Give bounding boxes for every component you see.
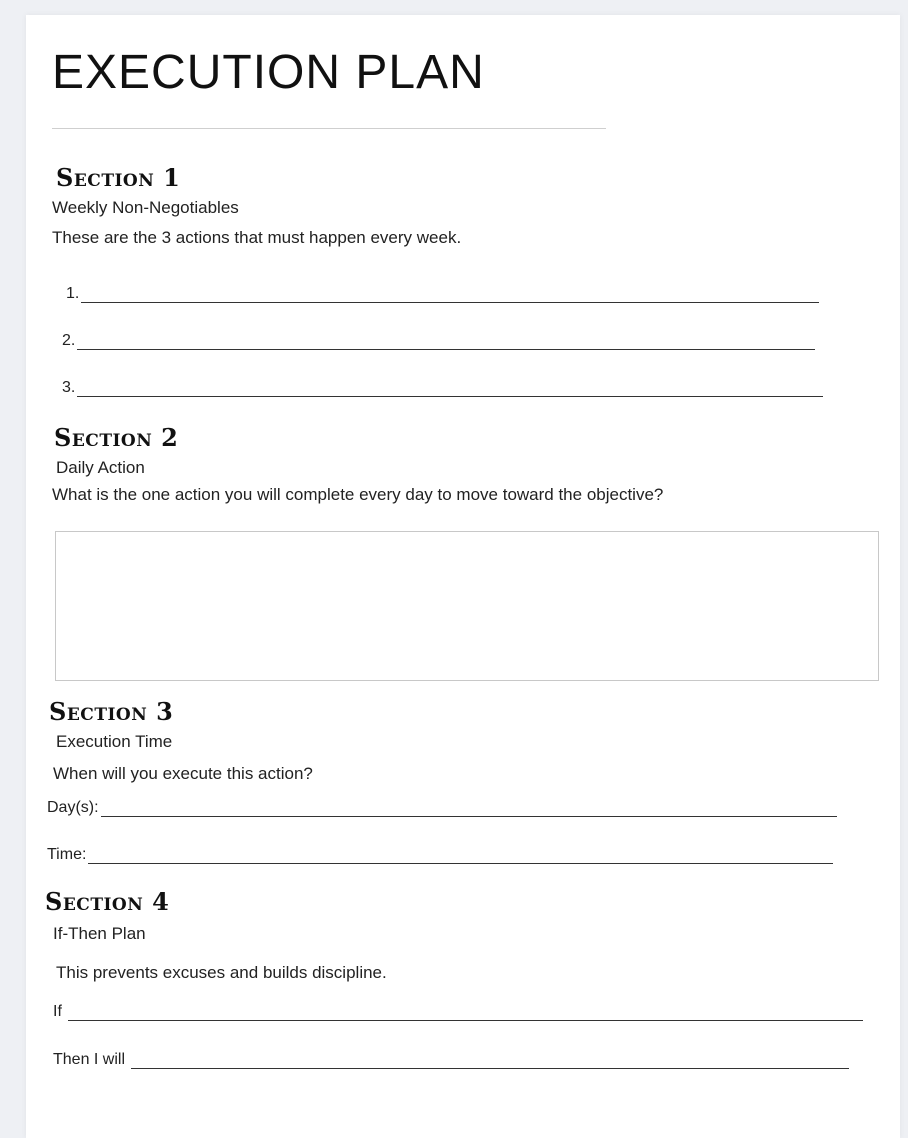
section-4-heading: Section 4 xyxy=(45,887,170,916)
day-label: Day(s): xyxy=(47,799,99,816)
time-field[interactable] xyxy=(88,849,833,864)
then-label: Then I will xyxy=(53,1051,126,1068)
if-field[interactable] xyxy=(68,1006,863,1021)
then-row[interactable] xyxy=(53,1051,849,1069)
section-2-question: What is the one action you will complete every day to move toward the objective? xyxy=(52,485,664,504)
section-4-subtitle: If-Then Plan xyxy=(53,924,146,943)
if-label: If xyxy=(53,1003,62,1020)
worksheet-page xyxy=(26,15,900,1138)
weekly-action-2-field[interactable] xyxy=(77,335,815,350)
section-3-question: When will you execute this action? xyxy=(53,764,313,783)
if-row[interactable] xyxy=(53,1003,863,1021)
then-field[interactable] xyxy=(131,1054,849,1069)
weekly-action-3[interactable] xyxy=(62,379,823,397)
section-1-heading: Section 1 xyxy=(56,163,181,192)
title-divider xyxy=(52,128,606,129)
weekly-action-2-number: 2. xyxy=(62,332,76,349)
weekly-action-1[interactable] xyxy=(66,285,819,303)
section-3-subtitle: Execution Time xyxy=(56,732,173,751)
daily-action-answer-box[interactable] xyxy=(55,531,879,681)
weekly-action-2[interactable] xyxy=(62,332,815,350)
weekly-action-3-number: 3. xyxy=(62,379,76,396)
time-label: Time: xyxy=(47,846,87,863)
day-field[interactable] xyxy=(101,802,837,817)
section-2-heading: Section 2 xyxy=(54,423,179,452)
section-1-subtitle: Weekly Non-Negotiables xyxy=(52,198,239,217)
day-row[interactable] xyxy=(47,799,837,817)
section-2-subtitle: Daily Action xyxy=(56,458,145,477)
weekly-action-1-number: 1. xyxy=(66,285,80,302)
section-4-description: This prevents excuses and builds discipline. xyxy=(56,963,387,982)
weekly-action-1-field[interactable] xyxy=(81,288,819,303)
section-3-heading: Section 3 xyxy=(49,697,174,726)
time-row[interactable] xyxy=(47,846,833,864)
weekly-action-3-field[interactable] xyxy=(77,382,823,397)
page-title: EXECUTION PLAN xyxy=(52,46,485,99)
section-1-description: These are the 3 actions that must happen every week. xyxy=(52,228,462,247)
